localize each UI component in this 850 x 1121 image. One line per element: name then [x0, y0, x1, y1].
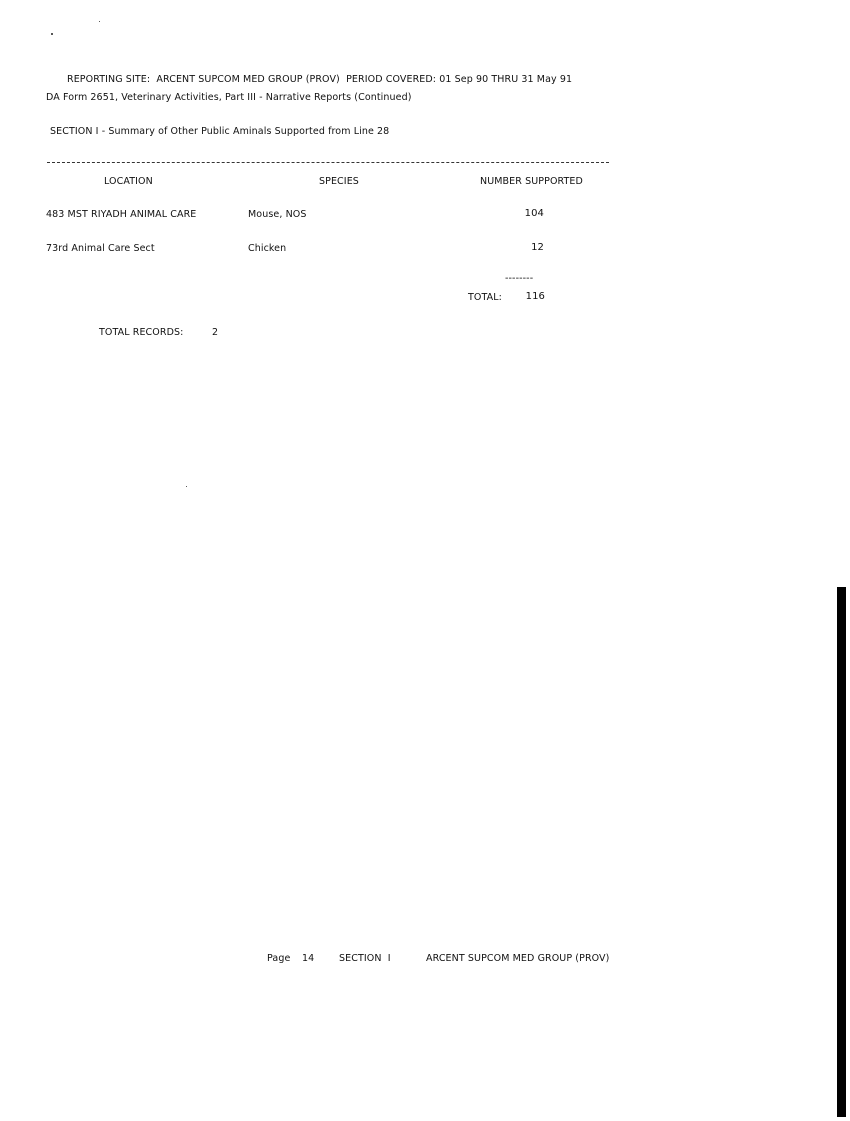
- scan-edge-bar: [837, 587, 846, 1117]
- table-separator: [47, 162, 609, 163]
- total-records-value: 2: [212, 327, 219, 338]
- reporting-site-line: REPORTING SITE: ARCENT SUPCOM MED GROUP (PROV) PERIOD COVERED: 01 Sep 90 THRU 31 May 91: [67, 74, 573, 85]
- total-value: 116: [525, 291, 545, 302]
- column-header-species: SPECIES: [319, 176, 359, 187]
- table-row-number: 104: [524, 208, 544, 219]
- scan-speck: [99, 21, 100, 22]
- column-header-location: LOCATION: [104, 176, 153, 187]
- footer-page-label: Page: [267, 953, 291, 964]
- table-row-species: Chicken: [248, 243, 287, 254]
- form-title-line: DA Form 2651, Veterinary Activities, Part III - Narrative Reports (Continued): [46, 92, 412, 103]
- table-row-number: 12: [531, 242, 544, 253]
- footer-site: ARCENT SUPCOM MED GROUP (PROV): [426, 953, 610, 964]
- section-title-line: SECTION I - Summary of Other Public Aminals Supported from Line 28: [50, 126, 390, 137]
- table-row-species: Mouse, NOS: [248, 209, 307, 220]
- footer-page-number: 14: [302, 953, 315, 964]
- table-row-location: 73rd Animal Care Sect: [46, 243, 155, 254]
- total-label: TOTAL:: [468, 292, 502, 303]
- scan-speck: [51, 33, 53, 35]
- column-header-number-supported: NUMBER SUPPORTED: [480, 176, 583, 187]
- footer-section: SECTION I: [339, 953, 391, 964]
- table-row-location: 483 MST RIYADH ANIMAL CARE: [46, 209, 197, 220]
- total-rule: --------: [505, 273, 534, 284]
- scan-speck: [186, 486, 187, 487]
- total-records-label: TOTAL RECORDS:: [99, 327, 184, 338]
